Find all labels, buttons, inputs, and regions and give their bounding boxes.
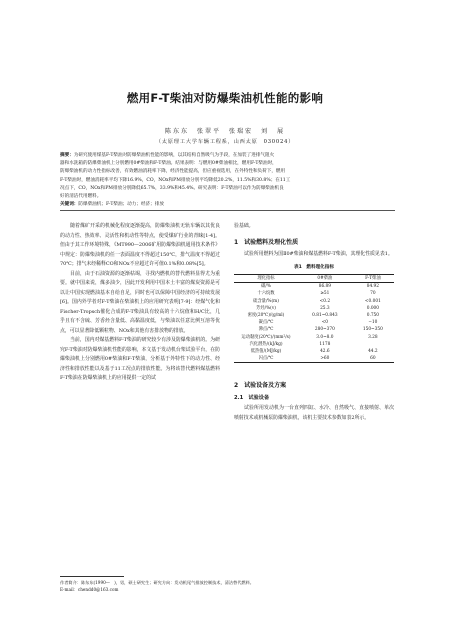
table-row: 硫含量/%(m) <0.2 <0.001 <box>253 298 381 304</box>
table-header: 0#柴油 <box>317 276 333 281</box>
keywords-label: 关键词： <box>60 202 79 208</box>
body-paragraph: 目前，由于石油资源的逐渐枯竭，寻找内燃机的替代燃料显得尤为重要。就中国来说，煤多油少，因此开发利用中国本土丰富的煤炭资源是可以让中国实现燃油基本自给自足，同时也可以保障中国经济的可持续发展[6]。国内外学者对F-T柴油在柴油机上的应用研究表明[7-9]：经煤气化和Fischer-Tropsch催化合成的F-T柴油具有较高的十六烷值和H/C比，几乎且有不含硫、芳香烃含量低、高黏温度低，与柴油以任意比例互溶等优点，可以显著降低颗粒物、NOx和其他有害排放物的排放。 <box>60 270 220 334</box>
body-paragraph: 验基础。 <box>234 223 254 229</box>
table-caption: 表1 燃料理化指标 <box>294 264 334 270</box>
author-footnote <box>60 579 395 593</box>
table-row: 低热值/(MJ/kg) 42.6 44.2 <box>250 349 378 355</box>
section-heading: 1 试验燃料及理化性质 <box>234 238 299 246</box>
section-heading: 2 试验设备及方案 <box>234 382 287 390</box>
footnote-line: 作者简介：陈东东(1990— )，男，硕士研究生；研究方向：发动机尾气排放控制技术，清洁替代燃料。 <box>60 580 254 585</box>
body-paragraph: 随着煤矿开采的机械化程度逐渐提高，防爆柴油机无轨车辆以其优良的动力性、热效率、灵活性和机动性等特点，使受煤矿行业的青睐[1-4]。但由于其工作环境特殊，《MT990—2006矿用防爆柴油机通用技术条件》中规定：防爆柴油机的任一表面温度不得超过150℃，排气温度不得超过70℃；排气未经稀释CO和NOx不应超过许可值0.1%和0.08%[5]。 <box>60 223 220 267</box>
table-row: 碳/% 86.89 84.92 <box>261 284 380 290</box>
table-header: 理化指标 <box>257 276 275 281</box>
abstract-block <box>60 152 395 209</box>
right-column <box>234 222 394 423</box>
subsection-heading: 2.1 试验设备 <box>234 394 270 401</box>
table-row: 十六烷数 ≥51 70 <box>257 291 376 297</box>
table-row: 闪点/℃ >60 60 <box>234 355 394 363</box>
body-paragraph: 试验所用燃料为国Ⅱ0#柴油和煤基燃料F-T柴油，其理化性质见表1。 <box>244 251 393 257</box>
table-row: 凝点/℃ <0 −10 <box>258 320 378 326</box>
table-header-row <box>234 275 394 283</box>
abstract-divider <box>60 210 395 211</box>
abstract-line: 况点下，CO，NOx和PM排放分别降低65.7%，33.9%和45.4%。研究表明：F-T柴油可以作为防爆柴油机良 <box>60 185 284 191</box>
keywords: 防爆柴油机；F-T柴油；动力；经济；排放 <box>78 202 164 208</box>
author-list: 陈东东 张翠平 张瑞宏 刘 展 <box>164 128 285 135</box>
footnote-email: E-mail：chendd0@163.com <box>60 587 119 592</box>
keywords-line <box>60 201 395 209</box>
body-paragraph: 当前，国内对煤基燃料F-T柴油的研究较少有涉及防爆柴油机的。为研究F-T柴油对防爆柴油机性能的影响，本文基于发动机台架试验平台，在防爆柴油机上分别燃用0#柴油和F-T柴油，分析基于外特性下的动力性、经济性和排放性能以及基于11工况点的排放性能。为将该替代燃料煤基燃料F-T柴油在防爆柴油机上的应用提供一定的试 <box>60 337 220 381</box>
abstract-line: F-T柴油时，燃油消耗率平均下降16.9%，CO，NOx和PM排放分别平均降低20.2%，11.5%和30.8%；在11工 <box>60 177 291 183</box>
table-row: 沸点/℃ 280~370 150~350 <box>258 327 383 333</box>
abstract-label: 摘要： <box>60 153 74 158</box>
fuel-properties-table <box>234 274 394 363</box>
abstract-line: 好的清洁代用燃料。 <box>60 194 102 200</box>
table-row: 汽化潜热/(kJ/kg) 1178 <box>249 341 331 347</box>
footnote-divider <box>60 576 124 577</box>
abstract-line: 防爆柴油机的动力性指标改善，有效燃油消耗率下降，经济性能提高，但应重视选用，在外特性和负荷下，燃用 <box>60 169 286 175</box>
paper-title: 燃用F-T柴油对防爆柴油机性能的影响 <box>126 91 324 105</box>
left-column <box>60 222 220 384</box>
body-paragraph: 试验所用发动机为一台直列四缸、水冷、自然吸气、直接喷射、单次喷射技术或机械泵防爆柴油机，该机主要技术参数如表2所示。 <box>234 405 394 421</box>
table-row: 运动黏度(20℃)/(mm²/s) 3.0~8.0 3.28 <box>241 334 378 340</box>
abstract-line: 摘要：为研究使用煤基F-T柴油对防爆柴油机性能的影响，以其结构自然吸气为手段，在加装了进排气阻火 <box>60 153 275 158</box>
affiliation: （太原理工大学车辆工程系，山西太原 030024） <box>155 139 295 145</box>
table-row: 密度(20℃)/(g/ml) 0.81~0.843 0.750 <box>247 313 380 319</box>
abstract-line: 器和水洗箱的防爆柴油机上分别燃用0#柴油和F-T柴油。结果表明：与燃用0#柴油相比，燃用F-T柴油时， <box>60 161 277 167</box>
table-header: F-T柴油 <box>365 276 381 281</box>
table-row: 芳烃/%(v) 25.3 0.000 <box>256 305 380 311</box>
